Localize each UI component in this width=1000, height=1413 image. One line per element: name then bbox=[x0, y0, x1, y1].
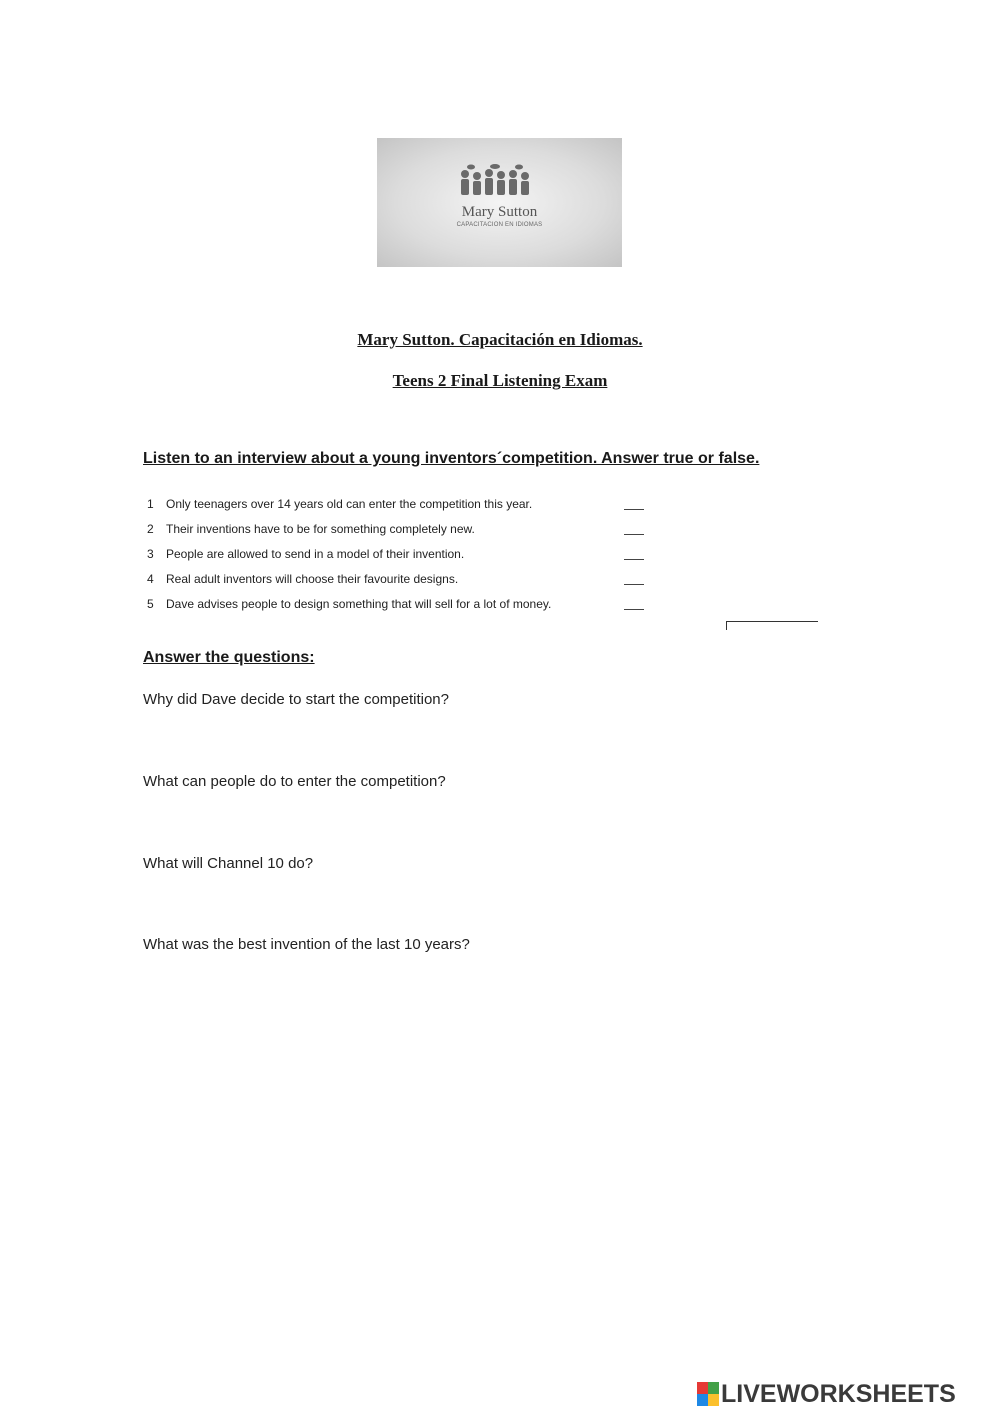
item-number: 4 bbox=[147, 572, 154, 586]
questions-instruction: Answer the questions: bbox=[143, 649, 315, 666]
question-text: What will Channel 10 do? bbox=[143, 855, 314, 872]
item-number: 3 bbox=[147, 547, 154, 561]
answer-blank[interactable] bbox=[624, 509, 644, 510]
item-text: People are allowed to send in a model of their invention. bbox=[166, 547, 465, 561]
item-text: Only teenagers over 14 years old can enter the competition this year. bbox=[166, 497, 533, 511]
question-text: What was the best invention of the last 10 years? bbox=[143, 936, 470, 953]
answer-blank[interactable] bbox=[624, 584, 644, 585]
item-number: 5 bbox=[147, 597, 154, 611]
item-text: Their inventions have to be for something completely new. bbox=[166, 522, 475, 536]
list-item bbox=[147, 572, 807, 592]
logo-subtitle: CAPACITACION EN IDIOMAS bbox=[456, 222, 543, 228]
answer-blank[interactable] bbox=[624, 534, 644, 535]
item-text: Real adult inventors will choose their favourite designs. bbox=[166, 572, 459, 586]
item-number: 1 bbox=[147, 497, 154, 511]
answer-blank[interactable] bbox=[624, 609, 644, 610]
logo-image bbox=[377, 138, 622, 267]
question-text: Why did Dave decide to start the competition? bbox=[143, 691, 449, 708]
people-icon bbox=[459, 164, 531, 204]
answer-box[interactable] bbox=[726, 621, 818, 630]
list-item bbox=[147, 597, 807, 617]
logo-name: Mary Sutton bbox=[461, 204, 538, 220]
exam-title: Teens 2 Final Listening Exam bbox=[392, 371, 608, 390]
answer-blank[interactable] bbox=[624, 559, 644, 560]
list-item bbox=[147, 522, 807, 542]
question-text: What can people do to enter the competition? bbox=[143, 773, 446, 790]
list-item bbox=[147, 497, 807, 517]
item-number: 2 bbox=[147, 522, 154, 536]
liveworksheets-logo bbox=[697, 1379, 956, 1409]
brand-text: LIVEWORKSHEETS bbox=[721, 1379, 956, 1408]
list-item bbox=[147, 547, 807, 567]
page-title: Mary Sutton. Capacitación en Idiomas. bbox=[357, 330, 643, 349]
true-false-instruction: Listen to an interview about a young inventors´competition. Answer true or false. bbox=[143, 450, 760, 467]
liveworksheets-icon bbox=[697, 1382, 719, 1406]
item-text: Dave advises people to design something that will sell for a lot of money. bbox=[166, 597, 552, 611]
